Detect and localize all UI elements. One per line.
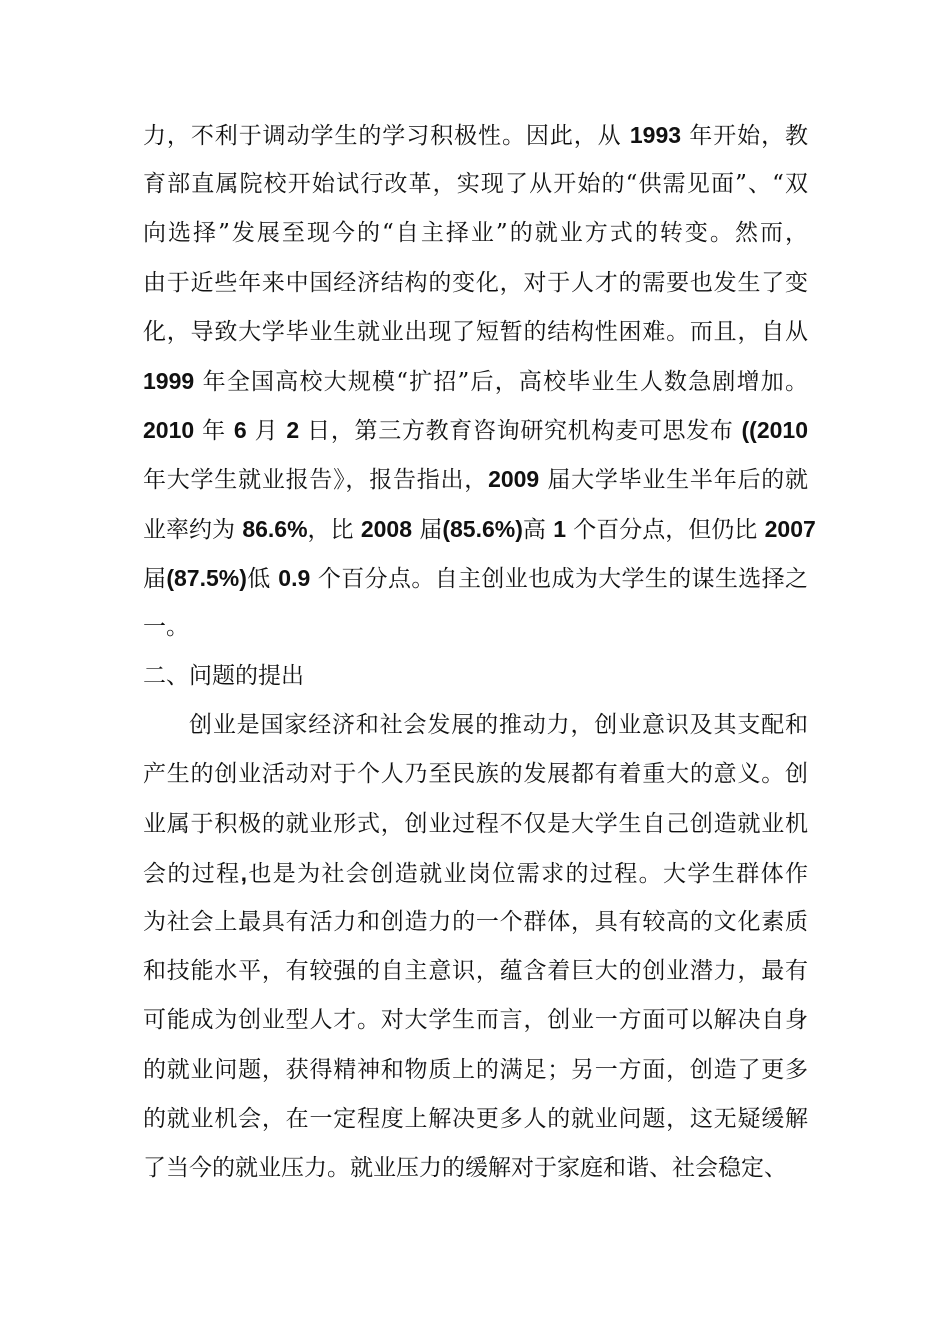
- paragraph-employment-background: [143, 111, 816, 652]
- text-line: [143, 750, 808, 799]
- number-text: 2009: [488, 466, 540, 493]
- text-line: [143, 209, 808, 258]
- line-text: 创业是国家经济和社会发展的推动力，创业意识及其支配和: [189, 712, 808, 739]
- text-line: [143, 455, 808, 504]
- line-text: 了当今的就业压力。就业压力的缓解对于家庭和谐、社会稳定、: [143, 1154, 787, 1181]
- line-text: 年开始，教: [681, 123, 809, 149]
- body-text: [143, 111, 816, 1193]
- text-line: [143, 259, 808, 308]
- line-text: 个百分点。自主创业也成为大学生的谋生选择之: [310, 565, 809, 592]
- line-text: 力，不利于调动学生的学习积极性。因此，从: [143, 123, 630, 149]
- text-line: [143, 603, 808, 652]
- line-text: ，比: [307, 516, 361, 543]
- number-text: ,: [240, 859, 247, 886]
- line-text: 日，第三方教育咨询研究机构麦可思发布: [299, 418, 742, 445]
- line-text: 的就业问题，获得精神和物质上的满足；另一方面，创造了更多: [143, 1056, 808, 1083]
- line-text: 届: [412, 516, 443, 543]
- line-text: 由于近些年来中国经济结构的变化，对于人才的需要也发生了变: [143, 269, 808, 296]
- number-text: (85.6%): [442, 515, 523, 542]
- text-line: [143, 898, 808, 947]
- text-line: [143, 947, 808, 996]
- text-line: [143, 160, 808, 209]
- number-text: 1999: [143, 367, 195, 394]
- line-text: 月: [246, 418, 287, 445]
- text-line: [143, 406, 808, 455]
- line-text: 可能成为创业型人才。对大学生而言，创业一方面可以解决自身: [143, 1007, 808, 1034]
- line-text: 向选择”发展至现今的“自主择业”的就业方式的转变。然而，: [143, 220, 808, 247]
- number-text: 1: [553, 515, 566, 542]
- number-text: 86.6%: [242, 515, 308, 542]
- number-text: 2010: [143, 417, 195, 444]
- line-text: 届: [143, 565, 167, 592]
- number-text: 1993: [629, 122, 682, 148]
- line-text: 届大学毕业生半年后的就: [539, 467, 809, 494]
- section-heading: 二、问题的提出: [143, 663, 304, 690]
- line-text: 一。: [143, 613, 189, 640]
- number-text: (87.5%): [166, 564, 247, 591]
- number-text: 2: [286, 417, 300, 444]
- line-text: 业率约为: [143, 516, 243, 543]
- line-text: 也是为社会创造就业岗位需求的过程。大学生群体作: [246, 860, 809, 887]
- text-line: [143, 701, 808, 750]
- line-text: 业属于积极的就业形式，创业过程不仅是大学生自己创造就业机: [143, 810, 808, 837]
- line-text: 高: [522, 516, 554, 543]
- line-text: 化，导致大学毕业生就业出现了短暂的结构性困难。而且，自从: [143, 318, 808, 345]
- line-text: 年大学生就业报告》，报告指出，: [143, 467, 489, 494]
- text-line: [143, 554, 808, 603]
- line-text: 会的过程: [143, 860, 241, 887]
- text-line: [143, 996, 808, 1045]
- number-text: ((2010: [741, 417, 808, 444]
- number-text: 0.9: [278, 564, 311, 591]
- text-line: [143, 849, 808, 898]
- number-text: 2007: [764, 515, 816, 542]
- line-text: 年全国高校大规模“扩招”后，高校毕业生人数急剧增加。: [194, 368, 808, 395]
- text-line: [143, 505, 816, 554]
- line-text: 低: [246, 565, 279, 592]
- line-text: 为社会上最具有活力和创造力的一个群体，具有较高的文化素质: [143, 909, 808, 935]
- text-line: [143, 111, 808, 160]
- text-line: [143, 357, 808, 406]
- text-line: [143, 308, 808, 357]
- text-line: [143, 800, 808, 849]
- line-text: 产生的创业活动对于个人乃至民族的发展都有着重大的意义。创: [143, 761, 808, 788]
- text-line: [143, 1095, 808, 1144]
- line-text: 的就业机会，在一定程度上解决更多人的就业问题，这无疑缓解: [143, 1105, 808, 1132]
- line-text: 年: [194, 418, 234, 445]
- number-text: 6: [233, 417, 247, 444]
- text-line: [143, 1046, 808, 1095]
- text-line: [143, 1144, 808, 1193]
- line-text: 个百分点，但仍比: [565, 516, 765, 543]
- line-text: 和技能水平，有较强的自主意识，蕴含着巨大的创业潜力，最有: [143, 958, 808, 985]
- paragraph-problem-statement: [143, 701, 808, 1193]
- number-text: 2008: [360, 515, 413, 542]
- line-text: 育部直属院校开始试行改革，实现了从开始的“供需见面”、“双: [143, 171, 808, 198]
